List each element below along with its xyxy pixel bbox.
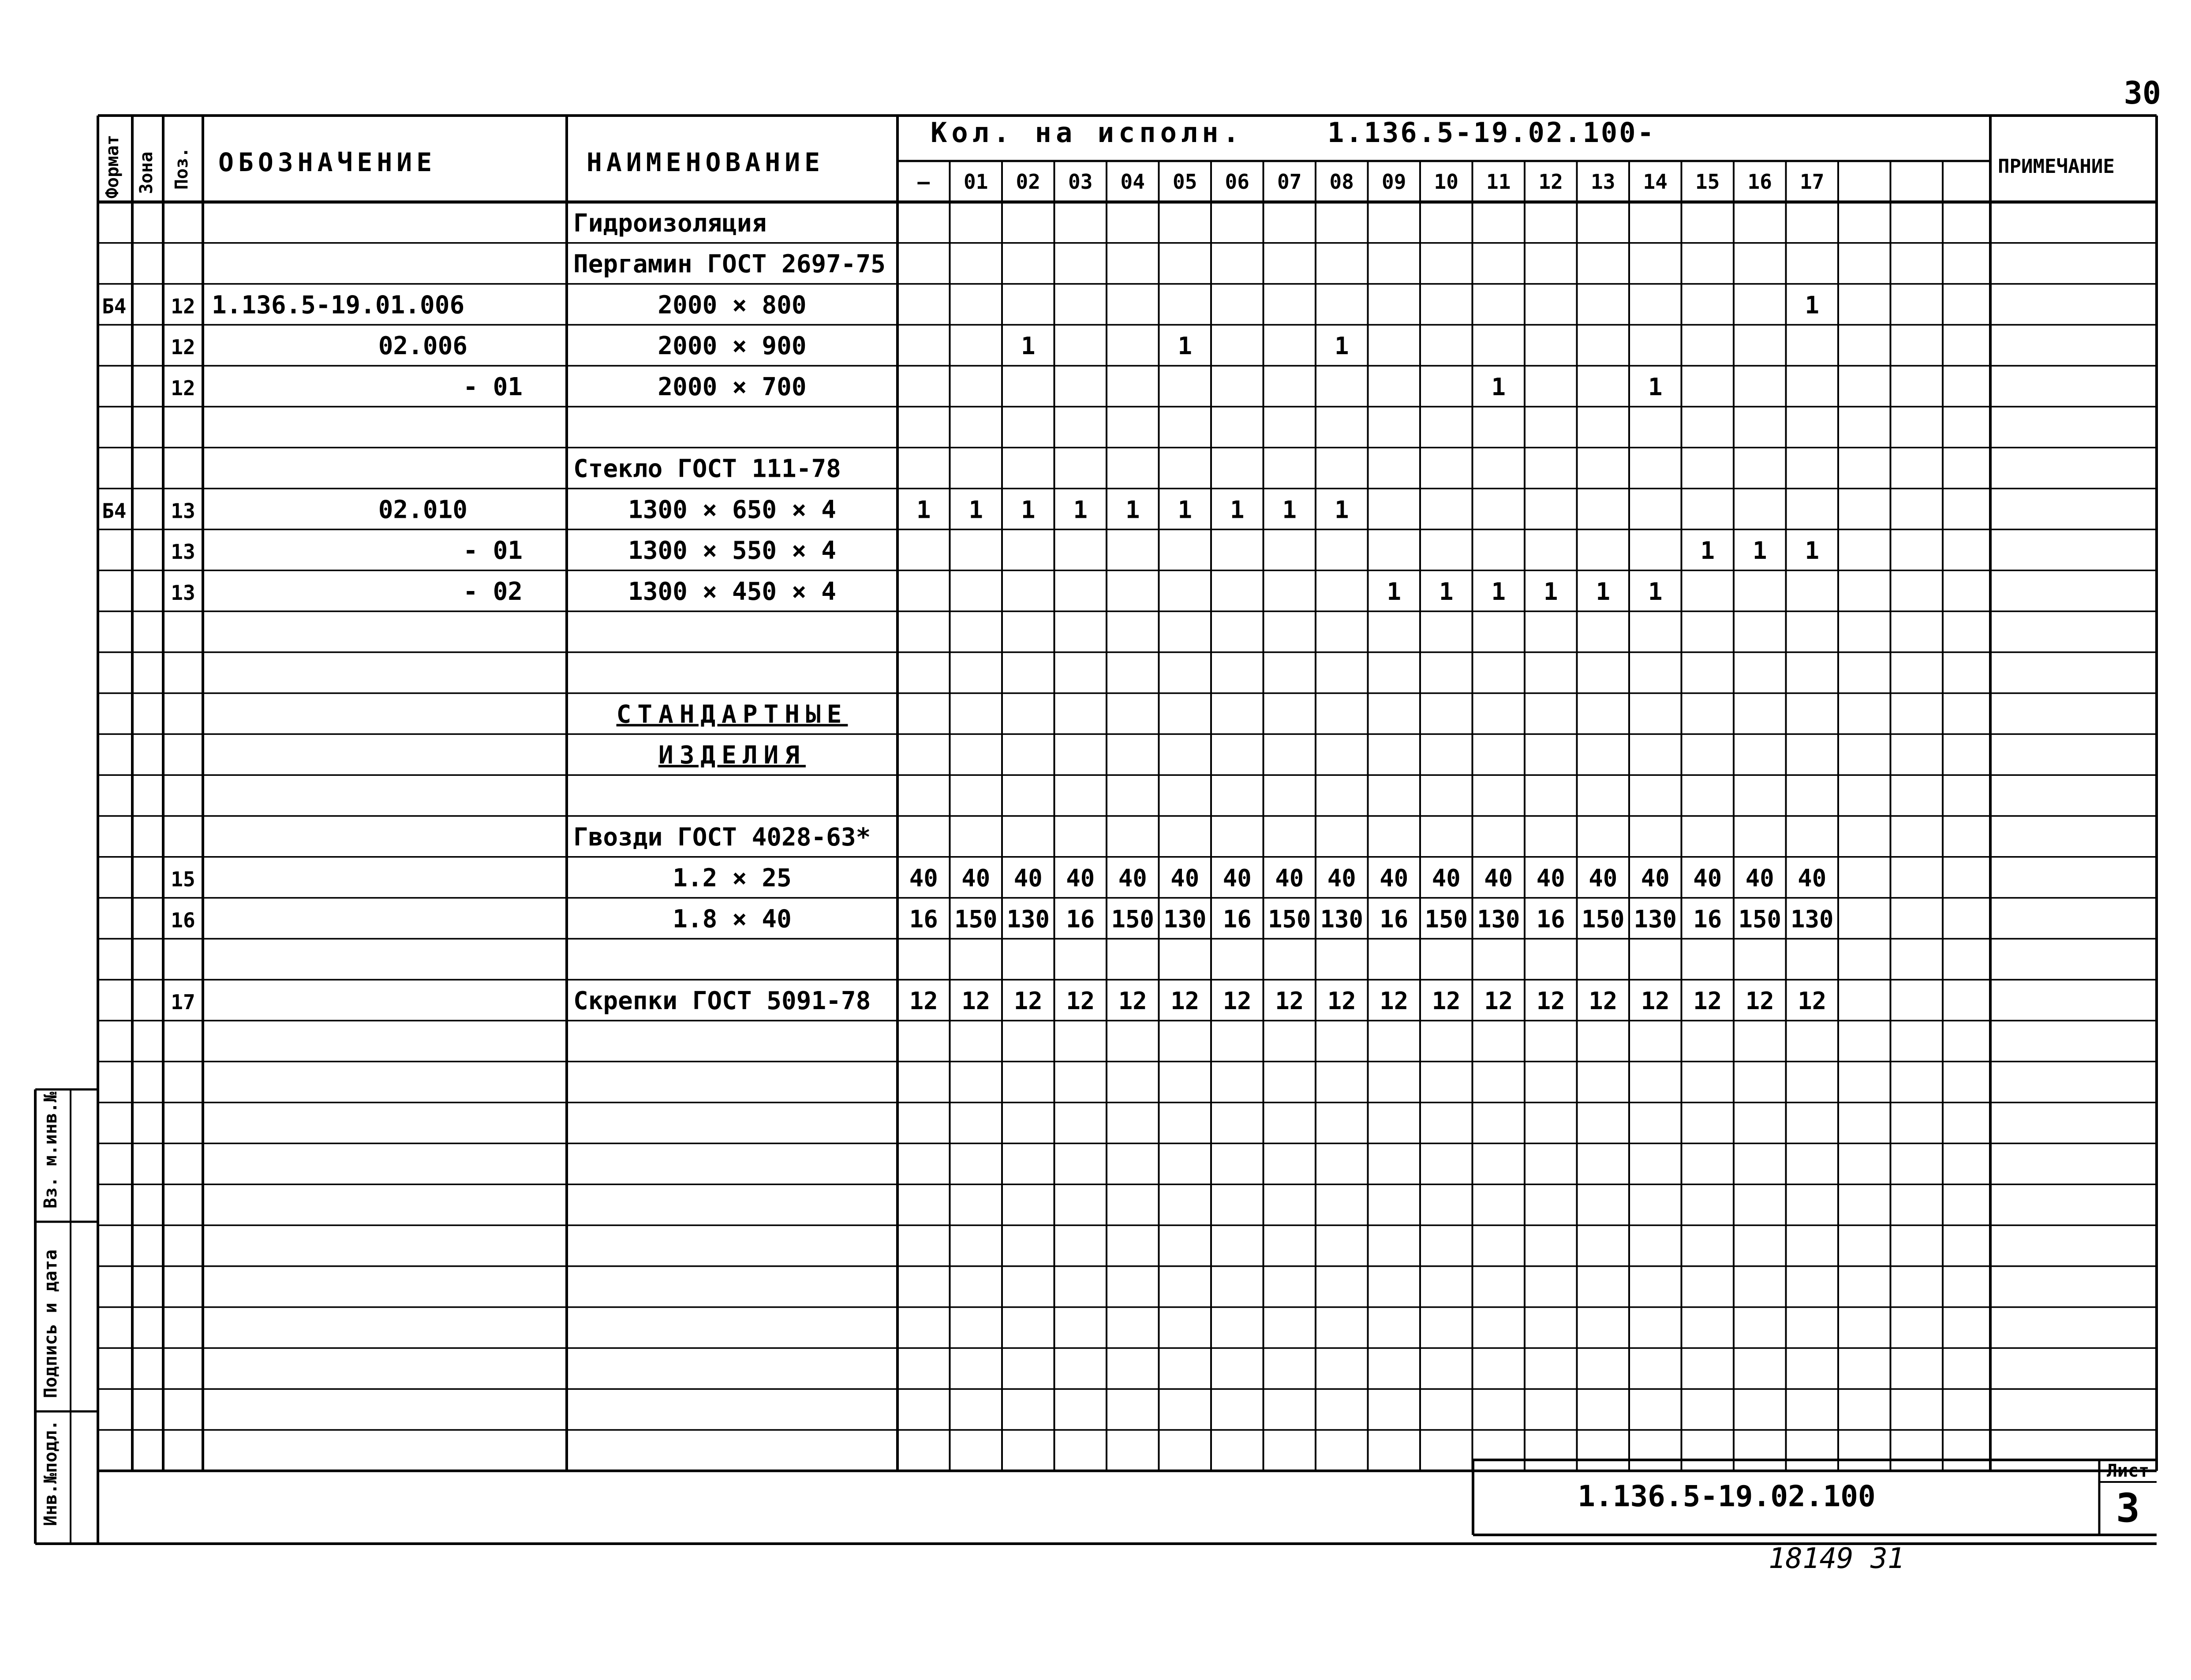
- cell-qty: 12: [1066, 987, 1095, 1015]
- header-variant-13: 13: [1591, 170, 1615, 194]
- cell-qty: 12: [1432, 987, 1461, 1015]
- cell-qty: 130: [1477, 905, 1520, 933]
- cell-qty: 1: [1387, 578, 1402, 606]
- cell-qty: 40: [1745, 864, 1774, 892]
- cell-qty: 130: [1320, 905, 1364, 933]
- cell-qty: 40: [1170, 864, 1200, 892]
- header-designation: Обозначение: [218, 147, 437, 177]
- cell-qty: 40: [1118, 864, 1147, 892]
- cell-qty: 12: [1641, 987, 1670, 1015]
- stamp-replace-inv: Вз. м.инв.№: [41, 1092, 61, 1209]
- cell-name: 1.2 × 25: [673, 864, 792, 893]
- cell-designation: 02.006: [378, 332, 467, 361]
- cell-qty: 40: [1432, 864, 1461, 892]
- header-qty-title: Кол. на исполн.: [931, 116, 1244, 149]
- title-block-sheet-number: 3: [2116, 1485, 2140, 1531]
- cell-qty: 12: [1380, 987, 1409, 1015]
- cell-pos: 15: [171, 867, 195, 891]
- header-variant-04: 04: [1120, 170, 1145, 194]
- cell-qty: 1: [1073, 496, 1088, 524]
- cell-qty: 40: [1013, 864, 1043, 892]
- header-note: Примечание: [1998, 155, 2115, 178]
- cell-qty: 1: [1596, 578, 1611, 606]
- cell-qty: 40: [1275, 864, 1304, 892]
- cell-qty: 12: [1118, 987, 1147, 1015]
- cell-qty: 12: [961, 987, 991, 1015]
- stamp-sign-date: Подпись и дата: [41, 1249, 61, 1398]
- header-variant-base: —: [917, 170, 930, 194]
- cell-qty: 16: [1066, 905, 1095, 933]
- cell-qty: 12: [1223, 987, 1252, 1015]
- cell-name: 2000 × 900: [658, 332, 807, 361]
- cell-name: Скрепки ГОСТ 5091-78: [573, 987, 871, 1016]
- cell-qty: 1: [1491, 373, 1506, 401]
- header-pos: Поз.: [172, 147, 192, 190]
- cell-name: Гидроизоляция: [573, 209, 767, 238]
- cell-qty: 12: [1589, 987, 1618, 1015]
- cell-qty: 12: [1013, 987, 1043, 1015]
- cell-pos: 12: [171, 335, 195, 359]
- cell-qty: 150: [1267, 905, 1311, 933]
- cell-qty: 16: [1536, 905, 1565, 933]
- header-variant-15: 15: [1695, 170, 1720, 194]
- cell-name: Гвозди ГОСТ 4028-63*: [573, 823, 871, 852]
- header-variant-12: 12: [1538, 170, 1563, 194]
- cell-qty: 1: [1700, 537, 1715, 565]
- cell-qty: 1: [1805, 537, 1820, 565]
- cell-qty: 40: [1589, 864, 1618, 892]
- cell-name: Пергамин ГОСТ 2697-75: [573, 250, 886, 279]
- cell-qty: 40: [1798, 864, 1827, 892]
- cell-qty: 12: [1275, 987, 1304, 1015]
- cell-qty: 130: [1163, 905, 1207, 933]
- cell-qty: 130: [1790, 905, 1834, 933]
- cell-qty: 1: [1439, 578, 1454, 606]
- header-variant-01: 01: [964, 170, 988, 194]
- title-block-doc-number: 1.136.5-19.02.100: [1578, 1479, 1876, 1513]
- header-variant-03: 03: [1068, 170, 1093, 194]
- cell-designation: - 02: [463, 577, 523, 606]
- header-name: Наименование: [587, 147, 825, 177]
- cell-format: Б4: [102, 499, 127, 523]
- cell-name: изделия: [658, 741, 806, 770]
- cell-name: 1300 × 550 × 4: [628, 536, 837, 565]
- cell-qty: 16: [1380, 905, 1409, 933]
- cell-qty: 150: [954, 905, 998, 933]
- cell-qty: 16: [909, 905, 938, 933]
- header-variant-09: 09: [1382, 170, 1406, 194]
- cell-qty: 40: [1380, 864, 1409, 892]
- cell-name: Стекло ГОСТ 111-78: [573, 454, 841, 483]
- header-variant-02: 02: [1016, 170, 1040, 194]
- cell-qty: 1: [1543, 578, 1558, 606]
- header-variant-16: 16: [1747, 170, 1772, 194]
- cell-qty: 16: [1693, 905, 1722, 933]
- header-format: Формат: [102, 135, 123, 198]
- header-zone: Зона: [136, 151, 157, 194]
- cell-qty: 150: [1111, 905, 1155, 933]
- cell-qty: 1: [1334, 496, 1349, 524]
- cell-qty: 1: [1334, 332, 1349, 360]
- cell-qty: 12: [1484, 987, 1513, 1015]
- cell-qty: 1: [1491, 578, 1506, 606]
- cell-qty: 40: [1536, 864, 1565, 892]
- cell-qty: 12: [1536, 987, 1565, 1015]
- cell-qty: 40: [1223, 864, 1252, 892]
- cell-qty: 1: [916, 496, 931, 524]
- cell-pos: 17: [171, 990, 195, 1014]
- cell-qty: 130: [1634, 905, 1677, 933]
- cell-qty: 1: [1648, 578, 1663, 606]
- cell-name: 2000 × 700: [658, 373, 807, 402]
- cell-qty: 12: [909, 987, 938, 1015]
- header-variant-17: 17: [1800, 170, 1825, 194]
- cell-qty: 40: [1484, 864, 1513, 892]
- cell-qty: 16: [1223, 905, 1252, 933]
- header-variant-10: 10: [1434, 170, 1458, 194]
- cell-qty: 1: [1282, 496, 1297, 524]
- cell-qty: 40: [909, 864, 938, 892]
- table-grid: [35, 116, 2157, 1544]
- header-variant-08: 08: [1329, 170, 1354, 194]
- cell-qty: 12: [1745, 987, 1774, 1015]
- header-variant-14: 14: [1643, 170, 1668, 194]
- header-variant-06: 06: [1225, 170, 1249, 194]
- title-block-sheet-label: Лист: [2106, 1461, 2150, 1481]
- cell-qty: 1: [1648, 373, 1663, 401]
- cell-qty: 40: [961, 864, 991, 892]
- cell-qty: 40: [1693, 864, 1722, 892]
- cell-qty: 12: [1327, 987, 1356, 1015]
- cell-qty: 1: [1230, 496, 1245, 524]
- cell-qty: 1: [968, 496, 983, 524]
- cell-qty: 1: [1021, 332, 1036, 360]
- cell-designation: 02.010: [378, 495, 467, 524]
- cell-designation: - 01: [463, 536, 523, 565]
- cell-qty: 1: [1125, 496, 1140, 524]
- cell-qty: 12: [1798, 987, 1827, 1015]
- cell-qty: 40: [1641, 864, 1670, 892]
- header-variant-05: 05: [1173, 170, 1197, 194]
- cell-qty: 12: [1693, 987, 1722, 1015]
- cell-pos: 13: [171, 499, 195, 523]
- cell-qty: 150: [1581, 905, 1625, 933]
- cell-pos: 12: [171, 294, 195, 318]
- cell-pos: 13: [171, 581, 195, 605]
- cell-name: 1300 × 450 × 4: [628, 577, 837, 606]
- cell-pos: 12: [171, 376, 195, 400]
- cell-qty: 1: [1178, 332, 1193, 360]
- cell-qty: 1: [1178, 496, 1193, 524]
- cell-qty: 150: [1738, 905, 1782, 933]
- cell-pos: 16: [171, 908, 195, 932]
- page-number: 30: [2124, 75, 2161, 111]
- cell-designation: 1.136.5-19.01.006: [212, 291, 465, 320]
- cell-qty: 40: [1327, 864, 1356, 892]
- cell-qty: 1: [1752, 537, 1767, 565]
- cell-designation: - 01: [463, 373, 523, 402]
- cell-qty: 130: [1006, 905, 1050, 933]
- cell-format: Б4: [102, 294, 127, 318]
- cell-name: Стандартные: [616, 700, 848, 729]
- cell-pos: 13: [171, 540, 195, 564]
- cell-qty: 150: [1425, 905, 1468, 933]
- header-variant-07: 07: [1277, 170, 1302, 194]
- cell-name: 1.8 × 40: [673, 905, 792, 934]
- stamp-inv-orig: Инв.№подл.: [41, 1420, 61, 1526]
- cell-name: 1300 × 650 × 4: [628, 495, 837, 524]
- cell-qty: 1: [1805, 291, 1820, 319]
- cell-name: 2000 × 800: [658, 291, 807, 320]
- header-variant-11: 11: [1486, 170, 1511, 194]
- cell-qty: 12: [1170, 987, 1200, 1015]
- handwritten-note: 18149 31: [1769, 1542, 1905, 1575]
- table-content: [102, 170, 1834, 1015]
- cell-qty: 1: [1021, 496, 1036, 524]
- cell-qty: 40: [1066, 864, 1095, 892]
- header-qty-base: 1.136.5-19.02.100-: [1327, 116, 1656, 149]
